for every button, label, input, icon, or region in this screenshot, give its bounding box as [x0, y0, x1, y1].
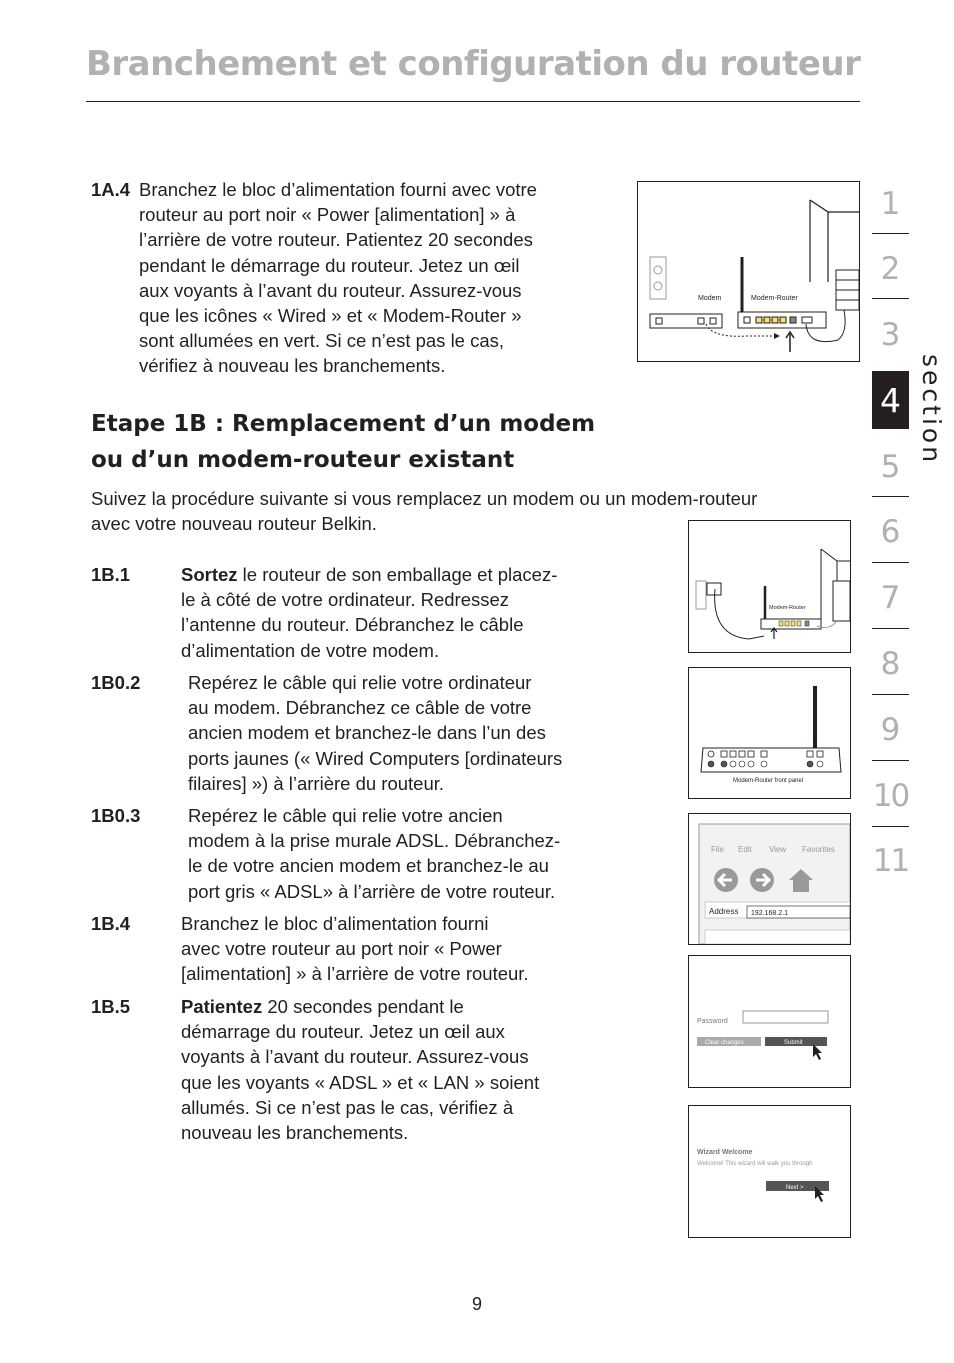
text-line: d’alimentation de votre modem.: [181, 639, 440, 661]
section-label-text: section: [917, 354, 946, 466]
step-number: 1A.4: [91, 179, 131, 200]
step-1b03: [91, 803, 621, 908]
title-divider: [86, 101, 860, 102]
figure-front-panel: [688, 667, 851, 799]
text-span: 20 secondes pendant le: [262, 996, 464, 1017]
text-line: aux voyants à l’avant du routeur. Assurez-vous: [139, 279, 522, 301]
step-text: [188, 803, 628, 904]
text-line: Suivez la procédure suivante si vous remplacez un modem ou un modem-routeur: [91, 488, 758, 509]
step-text: [181, 562, 621, 663]
figure-wizard-welcome: [688, 1105, 851, 1238]
step-1b5: [91, 994, 621, 1149]
front-panel-caption: Modem-Router front panel: [733, 778, 804, 784]
section-5[interactable]: 5: [880, 449, 901, 485]
heading-line: ou d’un modem-routeur existant: [91, 447, 515, 473]
step-text: [181, 994, 621, 1145]
section-divider: [872, 694, 909, 695]
text-line: l’antenne du routeur. Débranchez le câble: [181, 614, 524, 636]
section-9[interactable]: 9: [880, 712, 901, 748]
section-1[interactable]: 1: [880, 186, 901, 222]
browser-illustration: [689, 814, 850, 944]
section-10[interactable]: 10: [872, 778, 909, 814]
text-line: Branchez le bloc d’alimentation fourni avec votre: [139, 179, 537, 200]
step-1b1: [91, 562, 621, 667]
text-line: voyants à l’avant du routeur. Assurez-vous: [181, 1046, 529, 1068]
password-label: Password: [697, 1018, 728, 1025]
text-line: avec votre routeur au port noir « Power: [181, 938, 502, 960]
step-1b02: [91, 670, 621, 800]
text-line: avec votre nouveau routeur Belkin.: [91, 513, 377, 535]
section-divider: [872, 628, 909, 629]
step-1b4: [91, 911, 621, 991]
menu-edit: Edit: [738, 845, 752, 854]
text-line: Branchez le bloc d’alimentation fourni: [181, 913, 489, 934]
text-line: [alimentation] » à l’arrière de votre routeur.: [181, 963, 529, 985]
text-line: que les icônes « Wired » et « Modem-Router »: [139, 305, 522, 327]
text-line: [181, 994, 621, 1019]
text-line: au modem. Débranchez ce câble de votre: [188, 697, 532, 719]
section-label: [912, 352, 952, 482]
text-line: le de votre ancien modem et branchez-le au: [188, 855, 549, 877]
section-4[interactable]: 4: [880, 381, 901, 420]
section-8[interactable]: 8: [880, 646, 901, 682]
text-line: nouveau les branchements.: [181, 1122, 409, 1144]
address-label: Address: [709, 907, 739, 916]
step-number: 1B.5: [91, 996, 131, 1017]
text-line: routeur au port noir « Power [alimentation] » à: [139, 204, 516, 226]
text-line: filaires] ») à l’arrière du routeur.: [188, 772, 445, 794]
section-heading: [91, 406, 595, 478]
connection-illustration: [638, 182, 859, 361]
wizard-illustration: [689, 1106, 850, 1237]
bold-text: Patientez: [181, 996, 263, 1017]
modem-label: Modem: [698, 295, 722, 302]
modem-router-label: Modem-Router: [769, 605, 806, 611]
section-7[interactable]: 7: [880, 580, 901, 616]
section-divider: [872, 562, 909, 563]
text-line: que les voyants « ADSL » et « LAN » soient: [181, 1071, 540, 1093]
heading-line: Etape 1B : Remplacement d’un modem: [91, 411, 596, 437]
cursor-icon: [813, 1044, 822, 1060]
text-line: sont allumées en vert. Si ce n’est pas le cas,: [139, 330, 505, 352]
page-number: 9: [471, 1294, 482, 1314]
page-title: Branchement et configuration du routeur: [86, 44, 861, 84]
figure-router-connection-2: [688, 520, 851, 653]
section-2[interactable]: 2: [880, 251, 901, 287]
front-panel-illustration: [689, 668, 850, 798]
text-line: allumés. Si ce n’est pas le cas, vérifiez à: [181, 1096, 514, 1118]
text-line: Repérez le câble qui relie votre ordinateur: [188, 672, 532, 693]
bold-text: Sortez: [181, 564, 238, 585]
text-line: démarrage du routeur. Jetez un œil aux: [181, 1021, 505, 1043]
text-line: ports jaunes (« Wired Computers [ordinateurs: [188, 747, 563, 769]
wizard-subtitle: Welcome! This wizard will walk you through: [697, 1161, 813, 1167]
password-illustration: [689, 956, 850, 1087]
text-line: l’arrière de votre routeur. Patientez 20 secondes: [139, 229, 533, 251]
section-6[interactable]: 6: [880, 514, 901, 550]
section-divider: [872, 233, 909, 234]
figure-password-screen: [688, 955, 851, 1088]
section-3[interactable]: 3: [880, 317, 901, 353]
text-span: le routeur de son emballage et placez-: [237, 564, 558, 585]
step-text: [139, 177, 619, 379]
text-line: pendant le démarrage du routeur. Jetez un œil: [139, 254, 520, 276]
wizard-title: Wizard Welcome: [697, 1149, 753, 1156]
router-placement-illustration: [689, 521, 850, 652]
section-divider: [872, 496, 909, 497]
text-line: ancien modem et branchez-le dans l’un des: [188, 722, 546, 744]
menu-view: View: [769, 845, 787, 854]
figure-browser-address: [688, 813, 851, 945]
section-divider: [872, 760, 909, 761]
figure-modem-router-connection: [637, 181, 860, 362]
step-text: [181, 911, 621, 987]
step-text: [188, 670, 628, 796]
address-value: 192.168.2.1: [751, 910, 788, 917]
text-line: modem à la prise murale ADSL. Débranchez-: [188, 830, 561, 852]
text-line: le à côté de votre ordinateur. Redressez: [181, 589, 510, 611]
text-line: port gris « ADSL» à l’arrière de votre routeur.: [188, 880, 556, 902]
menu-file: File: [711, 845, 724, 854]
clear-changes-button: Clear changes: [705, 1040, 744, 1046]
menu-favorites: Favorites: [802, 845, 835, 854]
step-number: 1B0.3: [91, 805, 141, 826]
step-number: 1B.4: [91, 913, 131, 934]
step-number: 1B.1: [91, 564, 131, 585]
next-button: Next >: [786, 1185, 804, 1191]
text-line: [181, 562, 621, 587]
section-divider: [872, 826, 909, 827]
text-line: vérifiez à nouveau les branchements.: [139, 355, 446, 377]
step-number: 1B0.2: [91, 672, 141, 693]
submit-button: Submit: [784, 1040, 803, 1046]
section-11[interactable]: 11: [872, 843, 909, 879]
modem-router-label: Modem-Router: [751, 295, 798, 302]
section-divider: [872, 298, 909, 299]
step-1a4: [91, 177, 611, 382]
text-line: Repérez le câble qui relie votre ancien: [188, 805, 503, 826]
